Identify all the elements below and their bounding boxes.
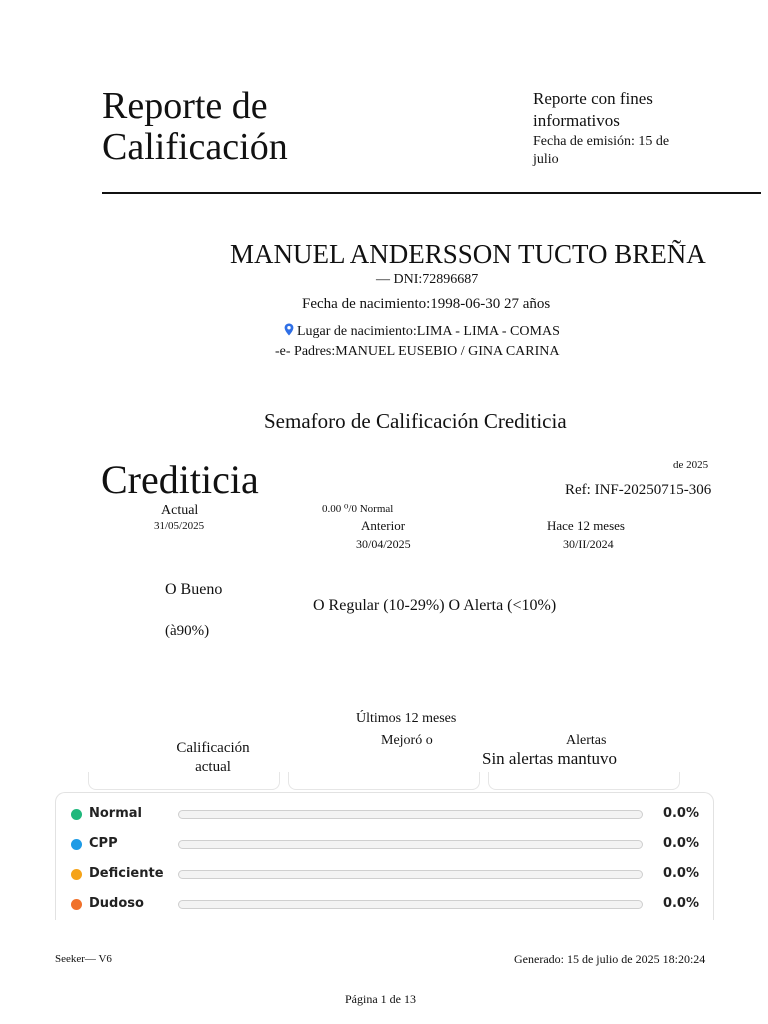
progress-track — [178, 870, 643, 879]
distribution-row-dudoso — [56, 890, 713, 920]
summary-card-trend — [288, 772, 480, 790]
report-title — [102, 86, 288, 168]
status-dot-icon — [71, 899, 82, 910]
report-year: de 2025 — [673, 459, 709, 471]
legend-bueno-range: (à90%) — [165, 623, 210, 639]
alerts-status: Sin alertas mantuvo — [482, 749, 618, 768]
status-dot-icon — [71, 839, 82, 850]
report-title-line-2: Calificación — [102, 126, 288, 168]
birthplace-line — [284, 323, 560, 341]
period-12-months-date: 30/II/2024 — [563, 537, 614, 551]
distribution-label: Normal — [89, 806, 142, 821]
legend-bueno: O Bueno — [165, 581, 223, 598]
period-12-months-label: Hace 12 meses — [547, 518, 625, 533]
period-actual-date: 31/05/2025 — [154, 520, 205, 532]
birth-line: Fecha de nacimiento:1998-06-30 27 años — [302, 296, 551, 312]
semaforo-heading: Semaforo de Calificación Crediticia — [264, 409, 567, 433]
location-pin-icon — [284, 323, 294, 341]
last-12-months-label: Últimos 12 meses — [356, 711, 457, 726]
summary-card-current — [88, 772, 280, 790]
distribution-row-cpp — [56, 830, 713, 860]
distribution-value: 0.0% — [662, 866, 699, 881]
person-name: MANUEL ANDERSSON TUCTO BREÑA — [230, 239, 706, 269]
distribution-label: Dudoso — [89, 896, 144, 911]
page-number: Página 1 de 13 — [345, 992, 416, 1006]
distribution-row-deficiente — [56, 860, 713, 890]
rating-distribution-panel — [55, 792, 714, 920]
progress-track — [178, 810, 643, 819]
period-actual-label: Actual — [161, 503, 199, 518]
crediticia-heading: Crediticia — [101, 457, 259, 502]
birthplace-text: Lugar de nacimiento:LIMA - LIMA - COMAS — [297, 324, 560, 339]
parents-line: -e- Padres:MANUEL EUSEBIO / GINA CARINA — [275, 344, 560, 359]
title-divider — [102, 192, 761, 194]
distribution-row-normal — [56, 800, 713, 830]
progress-track — [178, 900, 643, 909]
distribution-value: 0.0% — [662, 896, 699, 911]
current-rating-label: Calificación actual — [176, 740, 250, 775]
footer-app-version: Seeker— V6 — [55, 953, 112, 965]
status-dot-icon — [71, 809, 82, 820]
period-anterior-date: 30/04/2025 — [356, 537, 411, 551]
distribution-label: CPP — [89, 836, 118, 851]
normal-percentage: 0.00 ⁰/0 Normal — [322, 503, 394, 515]
footer-generated: Generado: 15 de julio de 2025 18:20:24 — [514, 952, 706, 966]
progress-track — [178, 840, 643, 849]
distribution-value: 0.0% — [662, 806, 699, 821]
report-title-line-1: Reporte de — [102, 85, 268, 127]
status-dot-icon — [71, 869, 82, 880]
distribution-value: 0.0% — [662, 836, 699, 851]
report-reference: Ref: INF-20250715-306 — [565, 482, 712, 498]
legend-regular-alerta: O Regular (10-29%) O Alerta (<10%) — [313, 597, 557, 614]
distribution-label: Deficiente — [89, 866, 164, 881]
period-anterior-label: Anterior — [361, 518, 406, 533]
summary-card-alerts — [488, 772, 680, 790]
alerts-label: Alertas — [566, 733, 607, 748]
trend-label: Mejoró o — [381, 733, 433, 748]
issue-date: Fecha de emisión: 15 de julio — [533, 134, 670, 167]
dni-line: — DNI:72896687 — [376, 272, 479, 287]
report-purpose: Reporte con fines informativos — [533, 89, 653, 130]
